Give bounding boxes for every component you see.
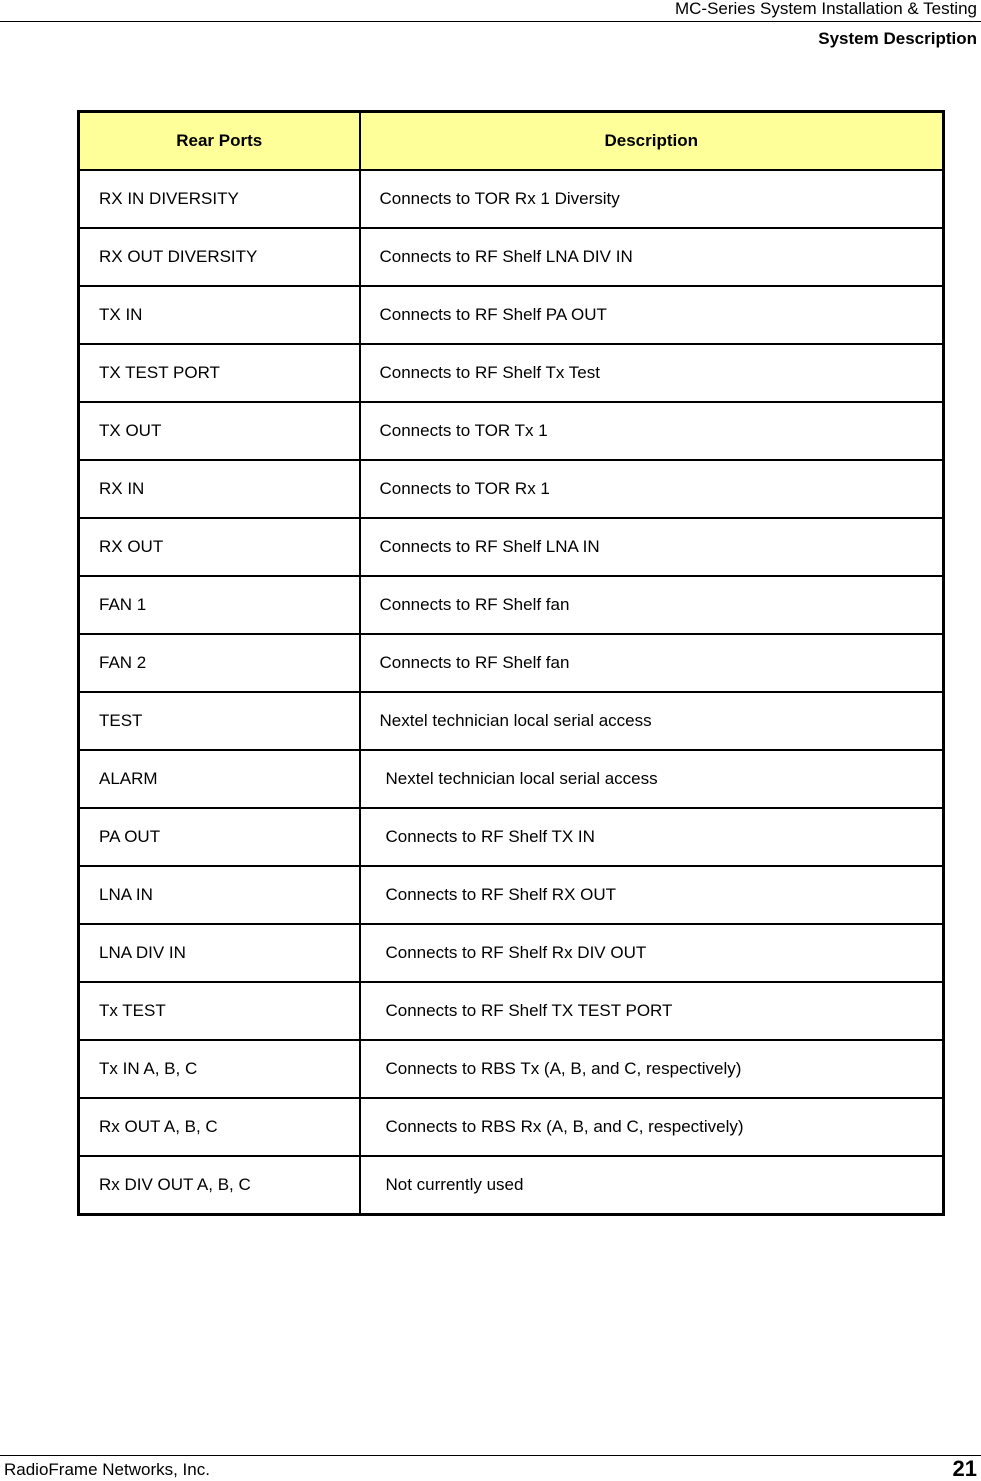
description-cell: Connects to RF Shelf PA OUT <box>360 286 944 344</box>
description-cell: Connects to RBS Rx (A, B, and C, respectively) <box>360 1098 944 1156</box>
table-row <box>79 518 944 576</box>
table-header-row <box>79 112 944 171</box>
description-cell: Connects to TOR Rx 1 Diversity <box>360 170 944 228</box>
table-row <box>79 692 944 750</box>
rear-ports-table <box>77 110 945 1216</box>
table-row <box>79 866 944 924</box>
footer-company: RadioFrame Networks, Inc. <box>4 1460 210 1479</box>
table-row <box>79 228 944 286</box>
rear-port-cell: RX OUT DIVERSITY <box>79 228 360 286</box>
description-cell: Connects to TOR Rx 1 <box>360 460 944 518</box>
description-cell: Nextel technician local serial access <box>360 750 944 808</box>
description-cell: Connects to RF Shelf Tx Test <box>360 344 944 402</box>
rear-port-cell: LNA IN <box>79 866 360 924</box>
rear-port-cell: RX OUT <box>79 518 360 576</box>
footer-divider <box>0 1455 981 1456</box>
rear-port-cell: Tx TEST <box>79 982 360 1040</box>
table-row <box>79 1098 944 1156</box>
document-title: MC-Series System Installation & Testing <box>674 0 977 18</box>
description-cell: Connects to RF Shelf fan <box>360 576 944 634</box>
rear-port-cell: RX IN <box>79 460 360 518</box>
rear-port-cell: TX OUT <box>79 402 360 460</box>
table-row <box>79 1156 944 1215</box>
header-divider <box>0 21 981 22</box>
rear-port-cell: TX IN <box>79 286 360 344</box>
description-cell: Connects to RF Shelf TX IN <box>360 808 944 866</box>
description-cell: Connects to RF Shelf RX OUT <box>360 866 944 924</box>
description-cell: Connects to TOR Tx 1 <box>360 402 944 460</box>
rear-port-cell: RX IN DIVERSITY <box>79 170 360 228</box>
table-row <box>79 982 944 1040</box>
rear-port-cell: ALARM <box>79 750 360 808</box>
description-cell: Connects to RF Shelf TX TEST PORT <box>360 982 944 1040</box>
description-cell: Connects to RBS Tx (A, B, and C, respectively) <box>360 1040 944 1098</box>
description-cell: Nextel technician local serial access <box>360 692 944 750</box>
table-row <box>79 634 944 692</box>
table-row <box>79 460 944 518</box>
description-cell: Connects to RF Shelf Rx DIV OUT <box>360 924 944 982</box>
table-row <box>79 808 944 866</box>
rear-port-cell: LNA DIV IN <box>79 924 360 982</box>
rear-ports-column-header: Rear Ports <box>79 112 360 171</box>
table-row <box>79 576 944 634</box>
rear-port-cell: Tx IN A, B, C <box>79 1040 360 1098</box>
table-row <box>79 750 944 808</box>
page-number: 21 <box>952 1456 977 1481</box>
description-cell: Connects to RF Shelf LNA IN <box>360 518 944 576</box>
table-row <box>79 170 944 228</box>
table-row <box>79 344 944 402</box>
table-row <box>79 1040 944 1098</box>
rear-port-cell: Rx OUT A, B, C <box>79 1098 360 1156</box>
rear-port-cell: Rx DIV OUT A, B, C <box>79 1156 360 1215</box>
rear-port-cell: FAN 2 <box>79 634 360 692</box>
rear-port-cell: TEST <box>79 692 360 750</box>
description-cell: Not currently used <box>360 1156 944 1215</box>
description-cell: Connects to RF Shelf LNA DIV IN <box>360 228 944 286</box>
table-row <box>79 924 944 982</box>
description-column-header: Description <box>360 112 944 171</box>
rear-port-cell: FAN 1 <box>79 576 360 634</box>
rear-port-cell: TX TEST PORT <box>79 344 360 402</box>
description-cell: Connects to RF Shelf fan <box>360 634 944 692</box>
table-row <box>79 402 944 460</box>
rear-port-cell: PA OUT <box>79 808 360 866</box>
table-body <box>79 170 944 1215</box>
section-title: System Description <box>818 29 977 48</box>
table-row <box>79 286 944 344</box>
